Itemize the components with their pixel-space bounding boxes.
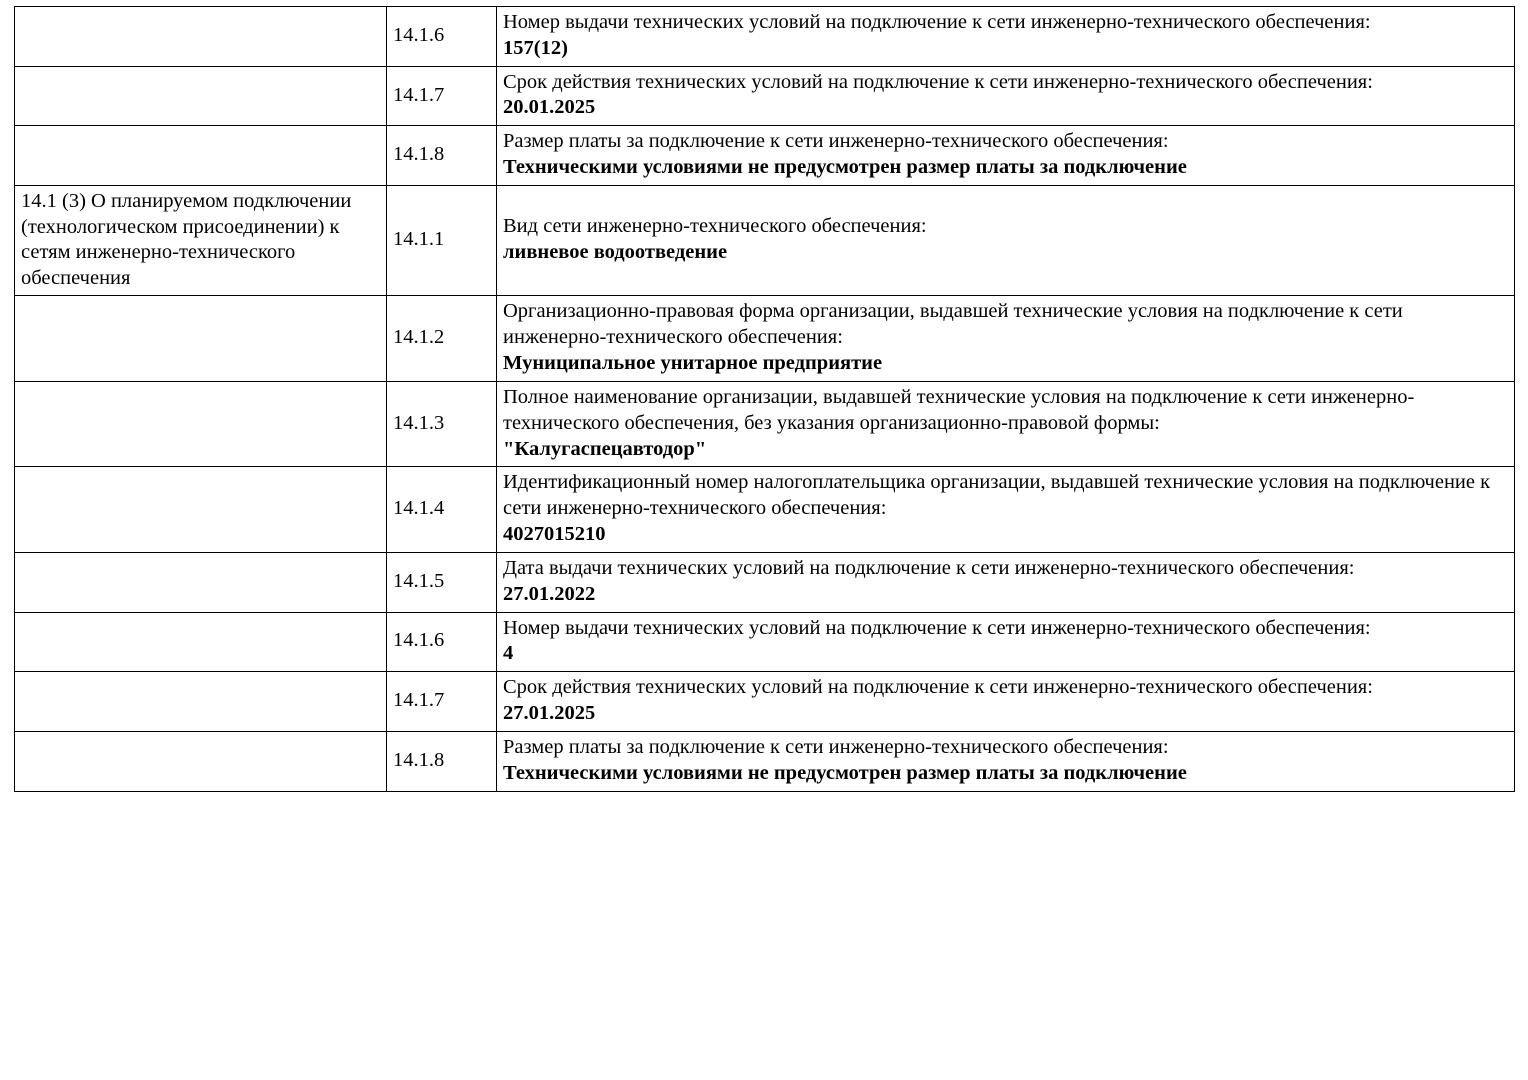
body-cell bbox=[497, 296, 1515, 381]
section-cell bbox=[15, 552, 387, 612]
code-cell: 14.1.4 bbox=[387, 467, 497, 552]
table-row bbox=[15, 612, 1515, 672]
code-cell: 14.1.8 bbox=[387, 126, 497, 186]
body-cell bbox=[497, 672, 1515, 732]
field-label: Срок действия технических условий на подключение к сети инженерно-технического обеспечения: bbox=[503, 676, 1373, 699]
table-row bbox=[15, 467, 1515, 552]
section-cell bbox=[15, 66, 387, 126]
section-label: 14.1 (3) О планируемом подключении (технологическом присоединении) к сетям инженерно-технического обеспечения bbox=[21, 189, 352, 289]
field-label: Вид сети инженерно-технического обеспечения: bbox=[503, 215, 927, 238]
field-value: ливневое водоотведение bbox=[503, 241, 728, 264]
body-cell bbox=[497, 66, 1515, 126]
field-label: Идентификационный номер налогоплательщика организации, выдавшей технические условия на подключение к сети инженерно-технического обеспечения: bbox=[503, 471, 1491, 520]
body-cell bbox=[497, 381, 1515, 466]
code-cell: 14.1.6 bbox=[387, 612, 497, 672]
field-value: 27.01.2022 bbox=[503, 582, 596, 605]
section-cell bbox=[15, 731, 387, 791]
technical-conditions-table bbox=[14, 6, 1515, 792]
table-row bbox=[15, 731, 1515, 791]
code-cell: 14.1.5 bbox=[387, 552, 497, 612]
body-cell bbox=[497, 185, 1515, 296]
field-label: Номер выдачи технических условий на подключение к сети инженерно-технического обеспечения: bbox=[503, 616, 1371, 639]
body-cell bbox=[497, 126, 1515, 186]
field-label: Размер платы за подключение к сети инженерно-технического обеспечения: bbox=[503, 130, 1169, 153]
code-cell: 14.1.1 bbox=[387, 185, 497, 296]
field-value: 27.01.2025 bbox=[503, 702, 596, 725]
field-value: Техническими условиями не предусмотрен размер платы за подключение bbox=[503, 156, 1187, 179]
field-label: Срок действия технических условий на подключение к сети инженерно-технического обеспечения: bbox=[503, 70, 1373, 93]
field-value: "Калугаспецавтодор" bbox=[503, 437, 707, 460]
field-label: Организационно-правовая форма организации, выдавшей технические условия на подключение к сети инженерно-технического обеспечения: bbox=[503, 300, 1403, 349]
field-label: Размер платы за подключение к сети инженерно-технического обеспечения: bbox=[503, 735, 1169, 758]
field-value: 20.01.2025 bbox=[503, 96, 596, 119]
body-cell bbox=[497, 552, 1515, 612]
section-cell bbox=[15, 296, 387, 381]
field-value: Муниципальное унитарное предприятие bbox=[503, 352, 883, 375]
table-row bbox=[15, 296, 1515, 381]
section-cell bbox=[15, 7, 387, 67]
field-label: Номер выдачи технических условий на подключение к сети инженерно-технического обеспечения: bbox=[503, 11, 1371, 33]
field-label: Дата выдачи технических условий на подключение к сети инженерно-технического обеспечения: bbox=[503, 556, 1355, 579]
body-cell bbox=[497, 612, 1515, 672]
section-cell bbox=[15, 672, 387, 732]
section-cell bbox=[15, 467, 387, 552]
field-value: 4027015210 bbox=[503, 523, 606, 546]
field-value: Техническими условиями не предусмотрен размер платы за подключение bbox=[503, 761, 1187, 784]
table-row bbox=[15, 185, 1515, 296]
table-body bbox=[15, 7, 1515, 792]
code-cell: 14.1.8 bbox=[387, 731, 497, 791]
section-cell bbox=[15, 126, 387, 186]
code-cell: 14.1.7 bbox=[387, 66, 497, 126]
field-label: Полное наименование организации, выдавшей технические условия на подключение к сети инженерно-технического обеспечения, без указания организационно-правовой формы: bbox=[503, 385, 1415, 434]
code-cell: 14.1.7 bbox=[387, 672, 497, 732]
section-cell bbox=[15, 612, 387, 672]
table-row bbox=[15, 126, 1515, 186]
table-row bbox=[15, 7, 1515, 67]
body-cell bbox=[497, 467, 1515, 552]
body-cell bbox=[497, 7, 1515, 67]
table-row bbox=[15, 552, 1515, 612]
field-value: 157(12) bbox=[503, 36, 568, 59]
code-cell: 14.1.6 bbox=[387, 7, 497, 67]
section-cell bbox=[15, 185, 387, 296]
section-cell bbox=[15, 381, 387, 466]
code-cell: 14.1.3 bbox=[387, 381, 497, 466]
field-value: 4 bbox=[503, 642, 514, 665]
code-cell: 14.1.2 bbox=[387, 296, 497, 381]
table-row bbox=[15, 672, 1515, 732]
body-cell bbox=[497, 731, 1515, 791]
table-row bbox=[15, 381, 1515, 466]
table-row bbox=[15, 66, 1515, 126]
